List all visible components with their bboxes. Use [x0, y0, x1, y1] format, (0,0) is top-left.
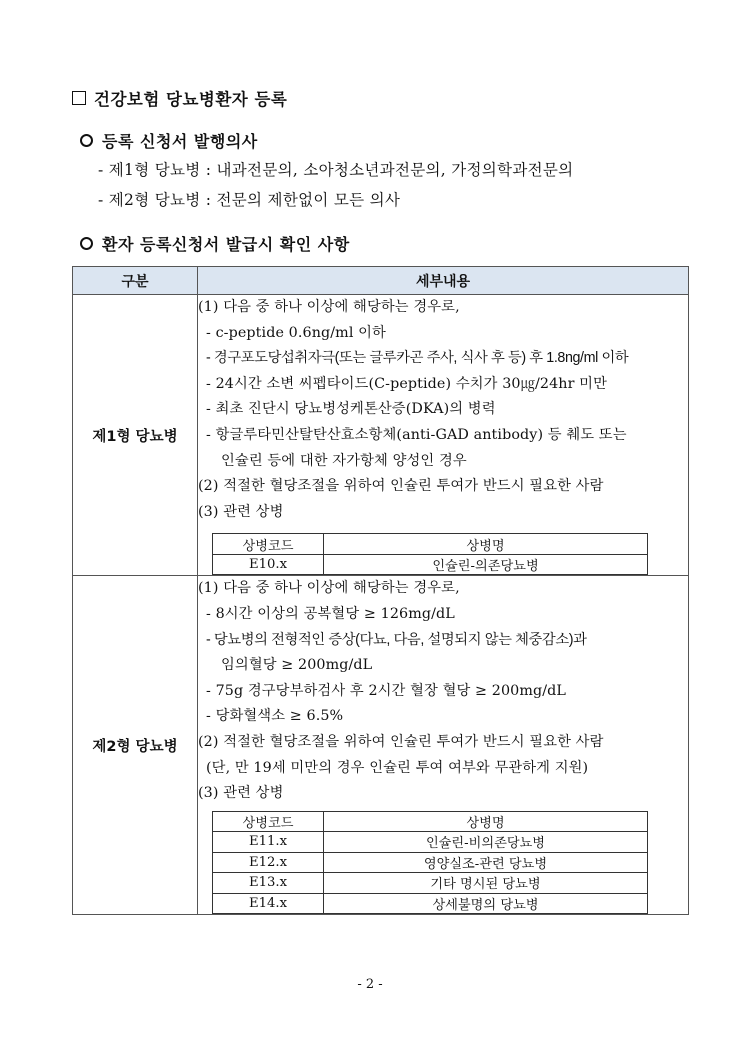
section-check-items — [80, 232, 350, 255]
disease-code: E13.x — [213, 873, 324, 894]
disease-name: 상세불명의 당뇨병 — [324, 893, 648, 914]
table-row — [213, 873, 648, 894]
related-disease-table — [212, 533, 648, 575]
criteria-line: - c-peptide 0.6ng/ml 이하 — [206, 324, 386, 341]
criteria-line: 인슐린 등에 대한 자가항체 양성인 경우 — [221, 452, 467, 469]
column-header-details: 세부내용 — [198, 267, 689, 295]
circle-bullet-icon — [80, 237, 93, 250]
page-number: - 2 - — [357, 977, 383, 992]
disease-name: 인슐린-의존당뇨병 — [324, 554, 648, 575]
doctor-rule-type1: - 제1형 당뇨병 : 내과전문의, 소아청소년과전문의, 가정의학과전문의 — [98, 161, 574, 179]
criteria-line: (3) 관련 상병 — [198, 785, 284, 802]
section-title: 환자 등록신청서 발급시 확인 사항 — [102, 235, 350, 254]
category-type2: 제2형 당뇨병 — [73, 576, 198, 915]
sub-header-name: 상병명 — [324, 534, 648, 555]
criteria-line: (2) 적절한 혈당조절을 위하여 인슐린 투여가 반드시 필요한 사람 — [198, 733, 604, 750]
criteria-line: (1) 다음 중 하나 이상에 해당하는 경우로, — [198, 299, 460, 315]
disease-code: E11.x — [213, 832, 324, 853]
details-type2 — [198, 576, 689, 915]
doctor-rule-type2: - 제2형 당뇨병 : 전문의 제한없이 모든 의사 — [98, 191, 401, 209]
square-bullet-icon — [72, 91, 86, 105]
criteria-line: (단, 만 19세 미만의 경우 인슐린 투여 여부와 무관하게 지원) — [206, 759, 589, 776]
table-header-row — [73, 267, 689, 295]
circle-bullet-icon — [80, 134, 93, 147]
sub-header-code: 상병코드 — [213, 534, 324, 555]
table-row-type1 — [73, 295, 689, 576]
criteria-line: - 최초 진단시 당뇨병성케톤산증(DKA)의 병력 — [206, 401, 496, 418]
disease-name: 기타 명시된 당뇨병 — [324, 873, 648, 894]
document-heading — [72, 86, 287, 110]
table-row — [213, 852, 648, 873]
table-row — [213, 893, 648, 914]
criteria-line: - 당뇨병의 전형적인 증상(다뇨, 다음, 설명되지 않는 체중감소)과 — [206, 631, 587, 648]
sub-header-name: 상병명 — [324, 811, 648, 832]
table-row — [213, 811, 648, 832]
disease-name: 인슐린-비의존당뇨병 — [324, 832, 648, 853]
details-type1 — [198, 295, 689, 576]
related-disease-table — [212, 811, 648, 915]
section-title: 등록 신청서 발행의사 — [102, 132, 258, 151]
criteria-line: - 당화혈색소 ≥ 6.5% — [206, 708, 344, 725]
criteria-table — [72, 266, 689, 915]
column-header-category: 구분 — [73, 267, 198, 295]
table-row — [213, 554, 648, 575]
criteria-line: (1) 다음 중 하나 이상에 해당하는 경우로, — [198, 580, 460, 597]
criteria-line: - 8시간 이상의 공복혈당 ≥ 126mg/dL — [206, 605, 455, 622]
criteria-line: - 75g 경구당부하검사 후 2시간 혈장 혈당 ≥ 200mg/dL — [206, 682, 567, 699]
criteria-line: 임의혈당 ≥ 200mg/dL — [221, 657, 373, 674]
category-type1: 제1형 당뇨병 — [73, 295, 198, 576]
heading-text: 건강보험 당뇨병환자 등록 — [94, 90, 288, 109]
sub-header-code: 상병코드 — [213, 811, 324, 832]
disease-code: E14.x — [213, 893, 324, 914]
section-issuing-doctor — [80, 129, 258, 152]
disease-code: E10.x — [213, 554, 324, 575]
table-row — [213, 832, 648, 853]
criteria-line: - 경구포도당섭취자극(또는 글루카곤 주사, 식사 후 등) 후 1.8ng/ml 이하 — [206, 350, 629, 367]
criteria-line: (3) 관련 상병 — [198, 503, 284, 520]
table-row — [213, 534, 648, 555]
criteria-line: - 24시간 소변 씨펩타이드(C-peptide) 수치가 30㎍/24hr 미만 — [206, 375, 608, 392]
criteria-line: (2) 적절한 혈당조절을 위하여 인슐린 투여가 반드시 필요한 사람 — [198, 478, 604, 495]
criteria-line: - 항글루타민산탈탄산효소항체(anti-GAD antibody) 등 췌도 또는 — [206, 426, 627, 443]
table-row-type2 — [73, 576, 689, 915]
disease-code: E12.x — [213, 852, 324, 873]
disease-name: 영양실조-관련 당뇨병 — [324, 852, 648, 873]
